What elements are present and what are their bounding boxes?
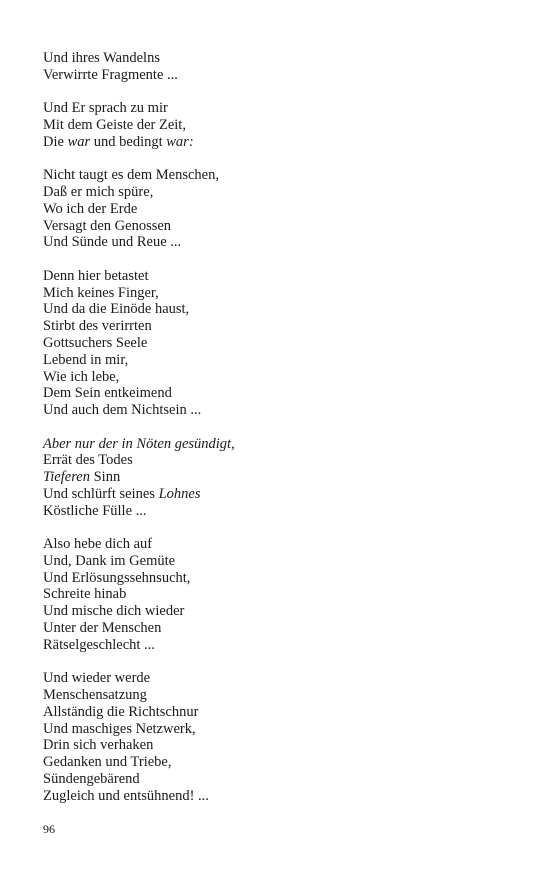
line-text: Und ihres Wandelns [43, 50, 160, 66]
poem-line [43, 117, 513, 134]
line-text: Mit dem Geiste der Zeit, [43, 116, 186, 133]
poem-line [43, 704, 513, 721]
line-text: Die [43, 133, 68, 150]
poem-line [43, 369, 513, 386]
poem-line [43, 285, 513, 302]
stanza [43, 268, 513, 419]
poem-line [43, 301, 513, 318]
poem-line [43, 754, 513, 771]
line-text: Unter der Menschen [43, 620, 162, 637]
line-text: Wie ich lebe, [43, 368, 120, 385]
poem-line [43, 352, 513, 369]
poem-line [43, 436, 513, 453]
poem-line [43, 268, 513, 285]
line-text: und bedingt [90, 133, 167, 150]
line-text: Mich keines Finger, [43, 284, 159, 301]
line-text: Denn hier betastet [43, 267, 149, 284]
poem-line [43, 586, 513, 603]
line-text: Gedanken und Triebe, [43, 754, 172, 771]
line-text: Und Er sprach zu mir [43, 100, 168, 117]
line-text: Lebend in mir, [43, 351, 129, 368]
poem-line [43, 788, 513, 805]
italic-text: Aber nur der in Nöten gesündigt, [43, 435, 235, 452]
line-text: Schreite hinab [43, 586, 127, 603]
poem-line [43, 670, 513, 687]
poem-line [43, 402, 513, 419]
poem-line [43, 385, 513, 402]
italic-text: war [67, 133, 91, 150]
line-text: Gottsuchers Seele [43, 334, 148, 351]
line-text: Daß er mich spüre, [43, 183, 154, 200]
line-text: Drin sich verhaken [43, 737, 154, 754]
line-text: Und, Dank im Gemüte [43, 552, 176, 569]
line-text: Und schlürft seines [43, 485, 159, 502]
poem-line [43, 503, 513, 520]
line-text: Und Sünde und Reue ... [43, 234, 182, 251]
line-text: Und wieder werde [43, 670, 151, 687]
line-text: Dem Sein entkeimend [43, 385, 172, 402]
italic-text: Tieferen [43, 469, 90, 486]
italic-text: war: [166, 133, 194, 150]
stanza [43, 50, 513, 84]
poem-body [43, 50, 513, 821]
line-text: Errät des Todes [43, 452, 133, 469]
poem-line [43, 318, 513, 335]
poem-line [43, 570, 513, 587]
line-text: Stirbt des verirrten [43, 318, 152, 335]
line-text: Nicht taugt es dem Menschen, [43, 167, 219, 184]
poem-line [43, 134, 513, 151]
poem-line [43, 184, 513, 201]
line-text: Also hebe dich auf [43, 536, 153, 553]
line-text: Zugleich und entsühnend! ... [43, 787, 209, 804]
poem-line [43, 620, 513, 637]
page-number: 96 [43, 822, 55, 836]
poem-line [43, 452, 513, 469]
poem-line [43, 771, 513, 788]
poem-line [43, 721, 513, 738]
line-text: Sündengebärend [43, 771, 140, 788]
poem-line [43, 50, 513, 67]
poem-line [43, 603, 513, 620]
line-text: Wo ich der Erde [43, 200, 138, 217]
line-text: Und auch dem Nichtsein ... [43, 402, 202, 419]
line-text: Und da die Einöde haust, [43, 301, 190, 318]
poem-line [43, 637, 513, 654]
poem-line [43, 469, 513, 486]
line-text: Verwirrte Fragmente ... [43, 66, 178, 83]
poem-line [43, 335, 513, 352]
poem-line [43, 67, 513, 84]
line-text: Menschensatzung [43, 687, 147, 704]
poem-line [43, 553, 513, 570]
poem-line [43, 536, 513, 553]
poem-line [43, 201, 513, 218]
line-text: Rätselgeschlecht ... [43, 636, 155, 653]
stanza [43, 167, 513, 251]
poem-line [43, 100, 513, 117]
line-text: Und mische dich wieder [43, 603, 185, 620]
stanza [43, 100, 513, 150]
stanza [43, 670, 513, 804]
poem-line [43, 234, 513, 251]
stanza [43, 536, 513, 654]
poem-line [43, 218, 513, 235]
line-text: Und Erlösungssehnsucht, [43, 569, 191, 586]
poem-line [43, 737, 513, 754]
line-text: Versagt den Genossen [43, 217, 172, 234]
poem-line [43, 167, 513, 184]
line-text: Allständig die Richtschnur [43, 703, 199, 720]
line-text: Köstliche Fülle ... [43, 502, 147, 519]
stanza [43, 436, 513, 520]
poem-line [43, 687, 513, 704]
italic-text: Lohnes [158, 485, 201, 502]
line-text: Und maschiges Netzwerk, [43, 720, 196, 737]
line-text: Sinn [89, 469, 121, 486]
poem-line [43, 486, 513, 503]
